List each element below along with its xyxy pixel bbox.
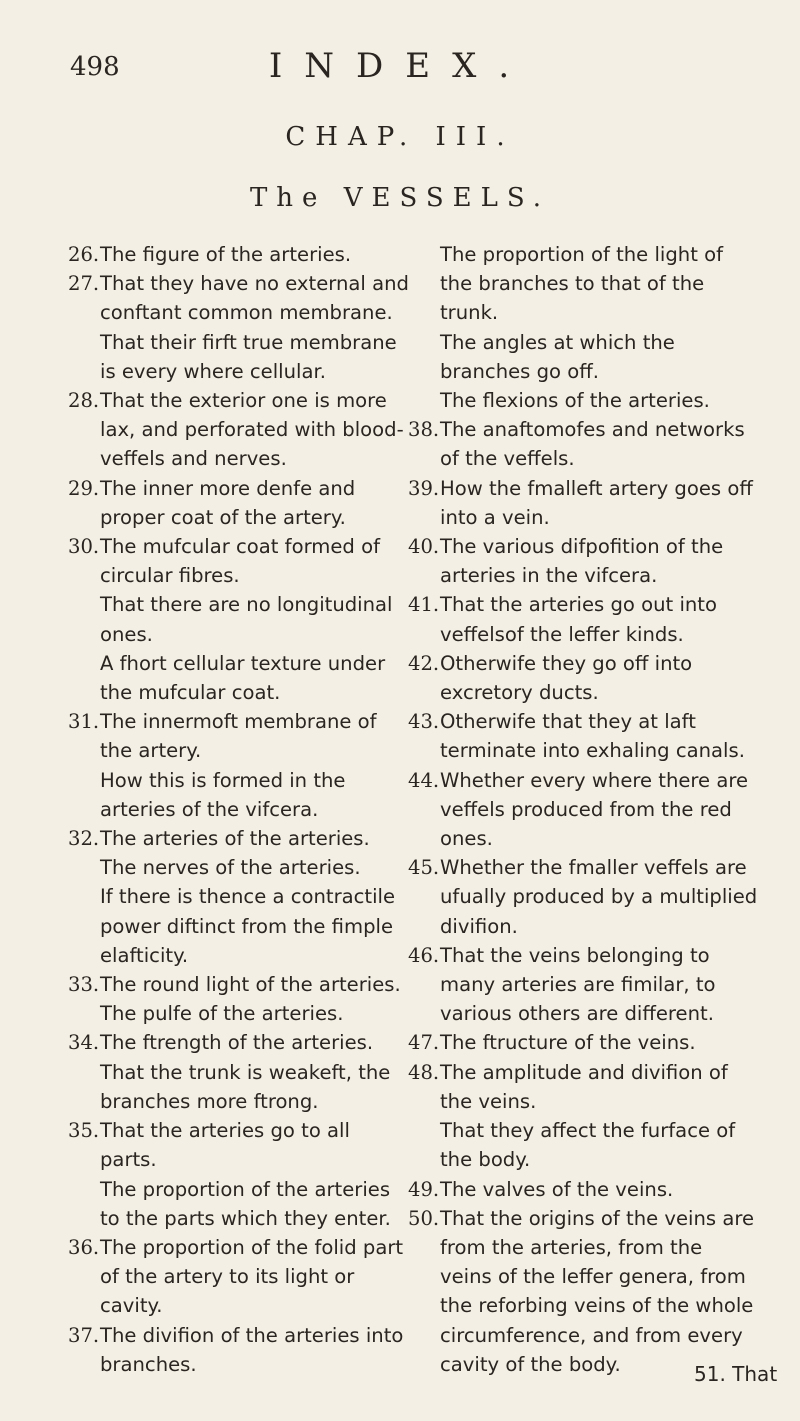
entry-text: That there are no longitudinal ones. bbox=[100, 593, 393, 646]
entry-text: That they affect the furface of the body. bbox=[440, 1119, 736, 1172]
entry-text: Otherwife that they at laft terminate into exhaling canals. bbox=[440, 710, 745, 763]
index-entry bbox=[70, 474, 410, 532]
entry-text: That the exterior one is more lax, and perforated with blood-veffels and nerves. bbox=[100, 389, 404, 471]
section-heading: The VESSELS. bbox=[249, 183, 551, 213]
entry-number: 37. bbox=[68, 1323, 100, 1347]
index-entry bbox=[410, 1058, 760, 1116]
index-entry bbox=[410, 1116, 760, 1174]
entry-text: That their firft true membrane is every where cellular. bbox=[100, 330, 397, 383]
index-entry bbox=[70, 999, 410, 1028]
index-entry bbox=[410, 474, 760, 532]
entry-text: That the veins belonging to many arteries are fimilar, to various others are different. bbox=[440, 943, 716, 1026]
index-entry bbox=[70, 240, 410, 269]
index-entry bbox=[410, 240, 760, 328]
entry-text: Whether every where there are veffels produced from the red ones. bbox=[440, 768, 749, 851]
index-entry bbox=[410, 707, 760, 765]
entry-number: 27. bbox=[68, 272, 100, 296]
entry-number: 29. bbox=[68, 476, 100, 500]
index-entry bbox=[410, 1175, 760, 1204]
index-entry bbox=[410, 328, 760, 386]
entry-text: The mufcular coat formed of circular fibres. bbox=[100, 535, 380, 588]
index-entry bbox=[410, 415, 760, 473]
index-entry bbox=[70, 1028, 410, 1057]
entry-text: The inner more denfe and proper coat of the artery. bbox=[100, 476, 356, 529]
index-column-left bbox=[70, 240, 410, 1379]
index-entry bbox=[70, 882, 410, 970]
entry-number: 28. bbox=[68, 389, 100, 413]
entry-number: 48. bbox=[408, 1060, 440, 1084]
entry-number: 26. bbox=[68, 243, 100, 266]
entry-text: That they have no external and conftant common membrane. bbox=[100, 272, 409, 325]
index-entry bbox=[70, 532, 410, 590]
catchword: 51. That bbox=[694, 1362, 778, 1386]
entry-number: 41. bbox=[408, 593, 440, 617]
entry-text: The proportion of the arteries to the parts which they enter. bbox=[100, 1177, 391, 1230]
entry-text: The nerves of the arteries. bbox=[100, 856, 361, 880]
page-number: 498 bbox=[70, 52, 120, 82]
index-entry bbox=[70, 766, 410, 824]
index-entry bbox=[70, 328, 410, 386]
entry-text: The divifion of the arteries into branches. bbox=[100, 1323, 404, 1376]
entry-number: 36. bbox=[68, 1235, 100, 1259]
entry-text: That the arteries go out into veffelsof the leffer kinds. bbox=[440, 593, 717, 646]
index-entry bbox=[410, 386, 760, 415]
entry-number: 42. bbox=[408, 651, 440, 675]
index-entry bbox=[70, 1116, 410, 1174]
entry-text: A fhort cellular texture under the mufcular coat. bbox=[100, 651, 386, 705]
index-entry bbox=[70, 824, 410, 853]
entry-number: 33. bbox=[68, 973, 100, 997]
index-entry bbox=[70, 1321, 410, 1379]
index-column-right bbox=[410, 240, 760, 1379]
entry-text: The angles at which the branches go off. bbox=[440, 330, 675, 383]
entry-number: 49. bbox=[408, 1177, 440, 1201]
entry-number: 39. bbox=[408, 476, 440, 500]
entry-number: 44. bbox=[408, 768, 440, 792]
index-entry bbox=[70, 269, 410, 327]
index-entry bbox=[70, 649, 410, 707]
entry-text: The proportion of the light of the branches to that of the trunk. bbox=[440, 243, 723, 325]
entry-number: 50. bbox=[408, 1206, 440, 1230]
index-entry bbox=[70, 970, 410, 999]
index-entry bbox=[70, 386, 410, 474]
running-head: INDEX. bbox=[268, 46, 532, 86]
entry-text: The ftructure of the veins. bbox=[440, 1031, 696, 1055]
entry-text: That the trunk is weakeft, the branches more ftrong. bbox=[100, 1060, 391, 1113]
entry-text: The anaftomofes and networks of the veffels. bbox=[440, 418, 745, 471]
entry-number: 32. bbox=[68, 827, 100, 851]
entry-text: How the fmalleft artery goes off into a vein. bbox=[440, 476, 753, 529]
entry-number: 30. bbox=[68, 535, 100, 559]
entry-text: If there is thence a contractile power diftinct from the fimple elafticity. bbox=[100, 885, 396, 967]
index-entry bbox=[410, 941, 760, 1029]
entry-text: The proportion of the folid part of the artery to its light or cavity. bbox=[100, 1235, 404, 1318]
entry-number: 47. bbox=[408, 1031, 440, 1055]
entry-text: The arteries of the arteries. bbox=[100, 827, 370, 851]
entry-text: The flexions of the arteries. bbox=[440, 389, 710, 413]
entry-text: The ftrength of the arteries. bbox=[100, 1031, 374, 1055]
index-entry bbox=[70, 853, 410, 882]
entry-text: The innermoft membrane of the artery. bbox=[100, 710, 377, 763]
index-entry bbox=[70, 1233, 410, 1321]
entry-text: The round light of the arteries. bbox=[100, 973, 401, 997]
entry-text: That the arteries go to all parts. bbox=[100, 1119, 350, 1172]
entry-number: 43. bbox=[408, 710, 440, 734]
index-entry bbox=[70, 590, 410, 648]
entry-number: 35. bbox=[68, 1119, 100, 1143]
index-entry bbox=[410, 853, 760, 941]
index-entry bbox=[70, 1058, 410, 1116]
index-entry bbox=[410, 532, 760, 590]
index-entry bbox=[410, 590, 760, 648]
entry-text: That the origins of the veins are from the arteries, from the veins of the leffer genera, from the reforbing veins of the whole circumference, and from every cavity of the body. bbox=[440, 1206, 755, 1376]
index-entry bbox=[70, 1175, 410, 1233]
entry-number: 46. bbox=[408, 943, 440, 967]
index-entry bbox=[410, 766, 760, 854]
entry-text: How this is formed in the arteries of the vifcera. bbox=[100, 768, 346, 821]
entry-number: 31. bbox=[68, 710, 100, 734]
entry-text: Otherwife they go off into excretory ducts. bbox=[440, 651, 693, 705]
index-entry bbox=[410, 1028, 760, 1057]
entry-text: The figure of the arteries. bbox=[100, 243, 352, 266]
entry-text: The amplitude and divifion of the veins. bbox=[440, 1060, 728, 1113]
entry-text: The valves of the veins. bbox=[440, 1177, 674, 1201]
entry-text: The various difpofition of the arteries in the vifcera. bbox=[440, 535, 724, 588]
index-entry bbox=[410, 1204, 760, 1379]
chapter-heading: CHAP. III. bbox=[285, 122, 515, 152]
entry-text: The pulfe of the arteries. bbox=[100, 1002, 344, 1026]
index-entry bbox=[70, 707, 410, 765]
entry-number: 45. bbox=[408, 856, 440, 880]
entry-text: Whether the fmaller veffels are ufually produced by a multiplied divifion. bbox=[440, 856, 758, 938]
entry-number: 38. bbox=[408, 418, 440, 442]
entry-number: 34. bbox=[68, 1031, 100, 1055]
index-entry bbox=[410, 649, 760, 707]
entry-number: 40. bbox=[408, 535, 440, 559]
